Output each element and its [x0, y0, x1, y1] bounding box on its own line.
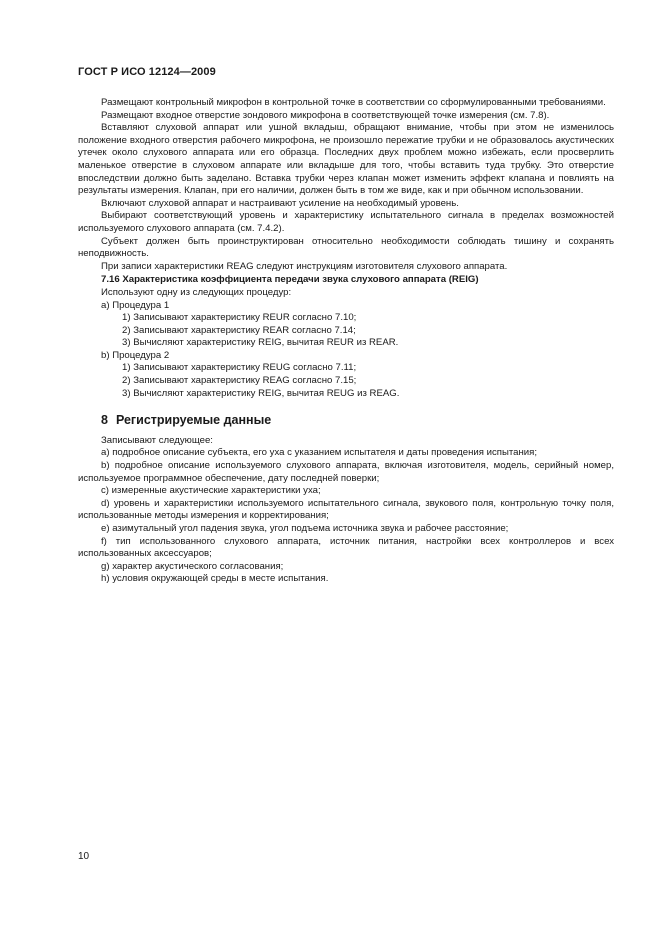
page-body [78, 97, 614, 586]
section-7-16-heading: 7.16 Характеристика коэффициента передачи звука слухового аппарата (REIG) [101, 274, 479, 286]
paragraph: Включают слуховой аппарат и настраивают усиление на необходимый уровень. [101, 197, 459, 209]
list-item: g) характер акустического согласования; [101, 560, 284, 572]
list-item: e) азимутальный угол падения звука, угол подъема источника звука и рабочее расстояние; [101, 523, 509, 534]
procedure-step: 3) Вычисляют характеристику REIG, вычитая REUG из REAG. [122, 387, 400, 399]
paragraph: Субъект должен быть проинструктирован относительно необходимости соблюдать тишину и сохранять неподвижность. [78, 235, 614, 260]
section-8-number: 8 [101, 413, 108, 428]
page-number: 10 [78, 851, 90, 862]
paragraph: При записи характеристики REAG следуют инструкциям изготовителя слухового аппарата. [101, 260, 508, 272]
paragraph: Размещают входное отверстие зондового микрофона в соответствующей точке измерения (см. 7.8). [101, 109, 550, 121]
procedure-b-label: b) Процедура 2 [101, 349, 170, 361]
document-header: ГОСТ Р ИСО 12124—2009 [78, 66, 216, 78]
section-8-heading [101, 414, 614, 427]
section-7-16-intro: Используют одну из следующих процедур: [101, 286, 292, 298]
section-8-title: Регистрируемые данные [115, 413, 272, 428]
procedure-step: 2) Записывают характеристику REAG согласно 7.15; [122, 375, 357, 387]
procedure-step: 1) Записывают характеристику REUR согласно 7.10; [122, 312, 357, 324]
list-item: а) подробное описание субъекта, его уха с указанием испытателя и даты проведения испытания; [101, 447, 537, 459]
list-item: d) уровень и характеристики используемого испытательного сигнала, звукового поля, контрольную точку поля, использованные методы измерения и корректирования; [78, 497, 614, 522]
paragraph: Выбирают соответствующий уровень и характеристику испытательного сигнала в пределах возможностей используемого слухового аппарата (см. 7.4.2). [78, 210, 614, 234]
paragraph: Вставляют слуховой аппарат или ушной вкладыш, обращают внимание, чтобы при этом не изменилось положение входного отверстия рабочего микрофона, не произошло пережатие трубки и не образовалось акустических утечек около слухового аппарата или его образца. Последних двух проблем можно избежать, если просверлить маленькое отверстие в слуховом аппарате или вкладыше для того, чтобы вставить туда трубку. Это отверстие впоследствии должно быть заделано. Вставка трубки через клапан может изменить эффект клапана и повлиять на результаты измерения. Клапан, при его наличии, должен быть в том же виде, как и при обычном использовании. [78, 122, 614, 197]
list-item: b) подробное описание используемого слухового аппарата, включая изготовителя, модель, серийный номер, используемое программное обеспечение, дату последней поверки; [78, 460, 614, 484]
procedure-step: 3) Вычисляют характеристику REIG, вычитая REUR из REAR. [122, 337, 399, 349]
procedure-step: 2) Записывают характеристику REAR согласно 7.14; [122, 324, 356, 336]
list-item: h) условия окружающей среды в месте испытания. [101, 573, 329, 585]
list-item: c) измеренные акустические характеристики уха; [101, 485, 321, 497]
procedure-step: 1) Записывают характеристику REUG согласно 7.11; [122, 362, 357, 374]
paragraph: Размещают контрольный микрофон в контрольной точке в соответствии со сформулированными требованиями. [101, 97, 606, 108]
section-8-intro: Записывают следующее: [101, 434, 213, 446]
procedure-a-label: а) Процедура 1 [101, 299, 170, 311]
list-item: f) тип использованного слухового аппарата, источник питания, настройки всех контроллеров и всех использованных аксессуаров; [78, 535, 614, 560]
